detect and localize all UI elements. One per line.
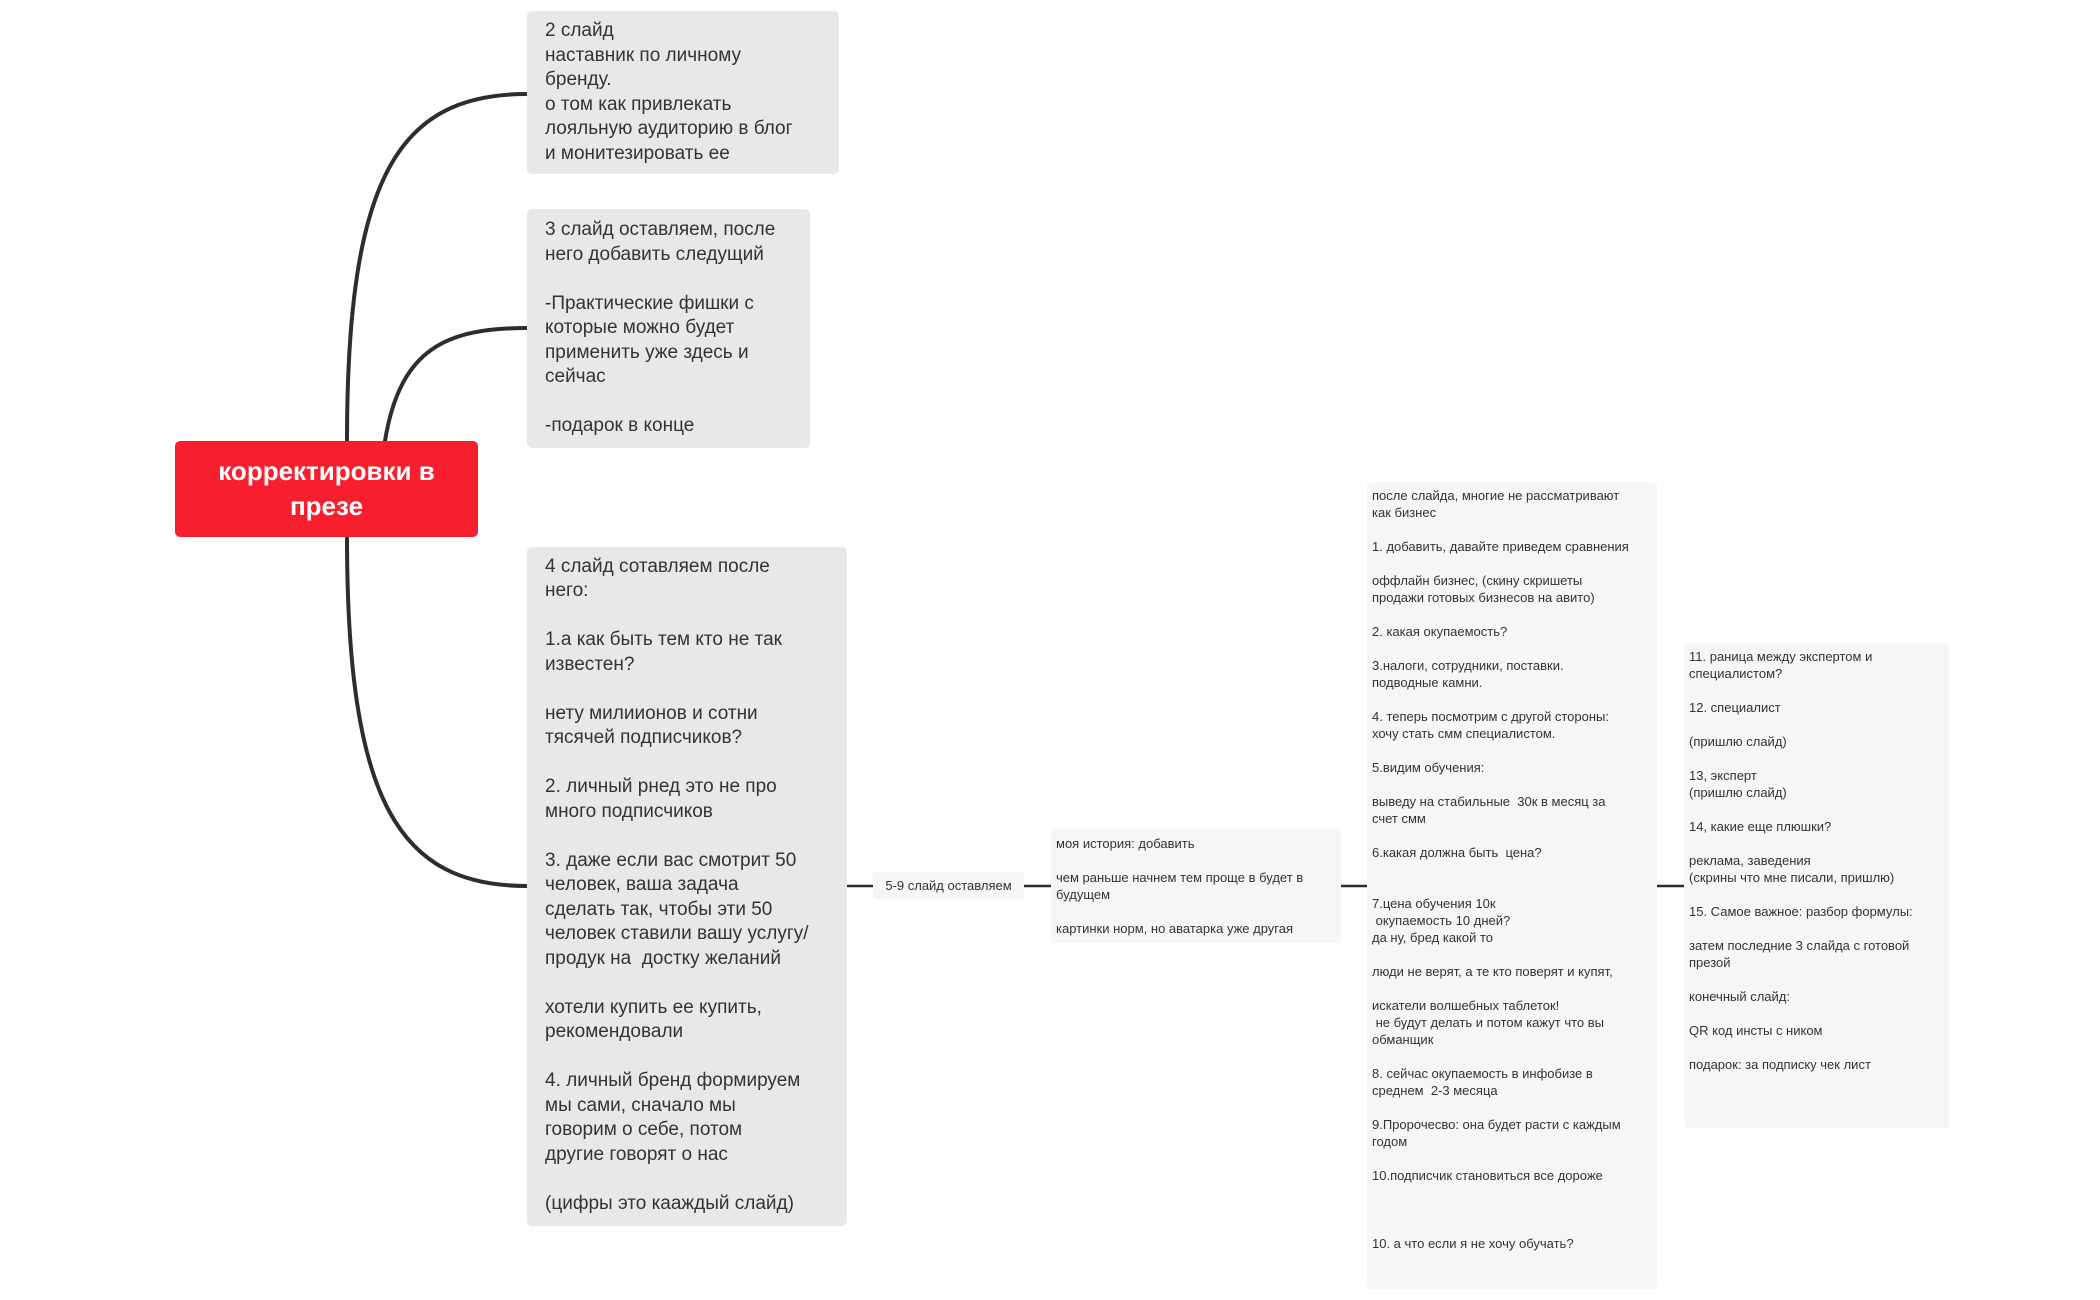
topic-slide-3-text: 3 слайд оставляем, после него добавить следущий -Практические фишки с которые можно будет применить уже здесь и сейчас -подарок в конце (545, 219, 776, 436)
subtopic-story[interactable] (1051, 829, 1341, 943)
topic-slide-2[interactable] (527, 11, 839, 174)
topic-slide-2-text: 2 слайд наставник по личному бренду. о том как привлекать лояльную аудиторию в блог и монитезировать ее (545, 20, 793, 164)
subtopic-story-text: моя история: добавить чем раньше начнем тем проще в будет в будущем картинки норм, но аватарка уже другая (1056, 836, 1304, 936)
subtopic-after-slide[interactable] (1367, 482, 1657, 1289)
central-topic[interactable] (175, 441, 478, 537)
connector-central-to-slide-3 (385, 328, 527, 441)
topic-slide-4-text: 4 слайд сотавляем после него: 1.а как быть тем кто не так известен? нету милиионов и сотни тясячей подписчиков? 2. личный рнед это не про много подписчиков 3. даже если вас смотрит 50 человек, ваша задача сделать так, чтобы эти 50 человек ставили вашу услугу/ продук на достку желаний хотели купить ее купить, рекомендовали 4. личный бренд формируем мы сами, сначало мы говорим о себе, потом другие говорят о нас (цифры это кааждый слайд) (545, 555, 809, 1214)
connector-central-to-slide-4 (347, 537, 527, 886)
topic-slide-4[interactable] (527, 547, 847, 1226)
subtopic-after-slide-text: после слайда, многие не рассматривают как бизнес 1. добавить, давайте приведем сравнения оффлайн бизнес, (скину скришеты продажи готовых бизнесов на авито) 2. какая окупаемость? 3.налоги, сотрудники, поставки. подводные камни. 4. теперь посмотрим с другой стороны: хочу стать смм специалистом. 5.видим обучения: выведу на стабильные 30к в месяц за счет смм 6.какая должна быть цена? 7.цена обучения 10к окупаемость 10 дней? да ну, бред какой то люди не верят, а те кто поверят и купят, искатели волшебных таблеток! не будут делать и потом кажут что вы обманщик 8. сейчас окупаемость в инфобизе в среднем 2-3 месяца 9.Пророчесво: она будет расти с каждым годом 10.подписчик становиться все дороже 10. а что если я не хочу обучать? (1372, 488, 1629, 1251)
subtopic-slides-5-9-text: 5-9 слайд оставляем (885, 878, 1012, 893)
connector-central-to-slide-2 (347, 94, 527, 441)
subtopic-points-11-15[interactable] (1684, 643, 1949, 1128)
central-topic-label: корректировки в презе (218, 456, 435, 521)
subtopic-slides-5-9[interactable] (873, 872, 1024, 899)
topic-slide-3[interactable] (527, 209, 810, 448)
subtopic-points-11-15-text: 11. раница между экспертом и специалистом? 12. специалист (пришлю слайд) 13, эксперт (пришлю слайд) 14, какие еще плюшки? реклама, заведения (скрины что мне писали, пришлю) 15. Самое важное: разбор формулы: затем последние 3 слайда с готовой презой конечный слайд: QR код инсты с ником подарок: за подписку чек лист (1689, 649, 1913, 1072)
